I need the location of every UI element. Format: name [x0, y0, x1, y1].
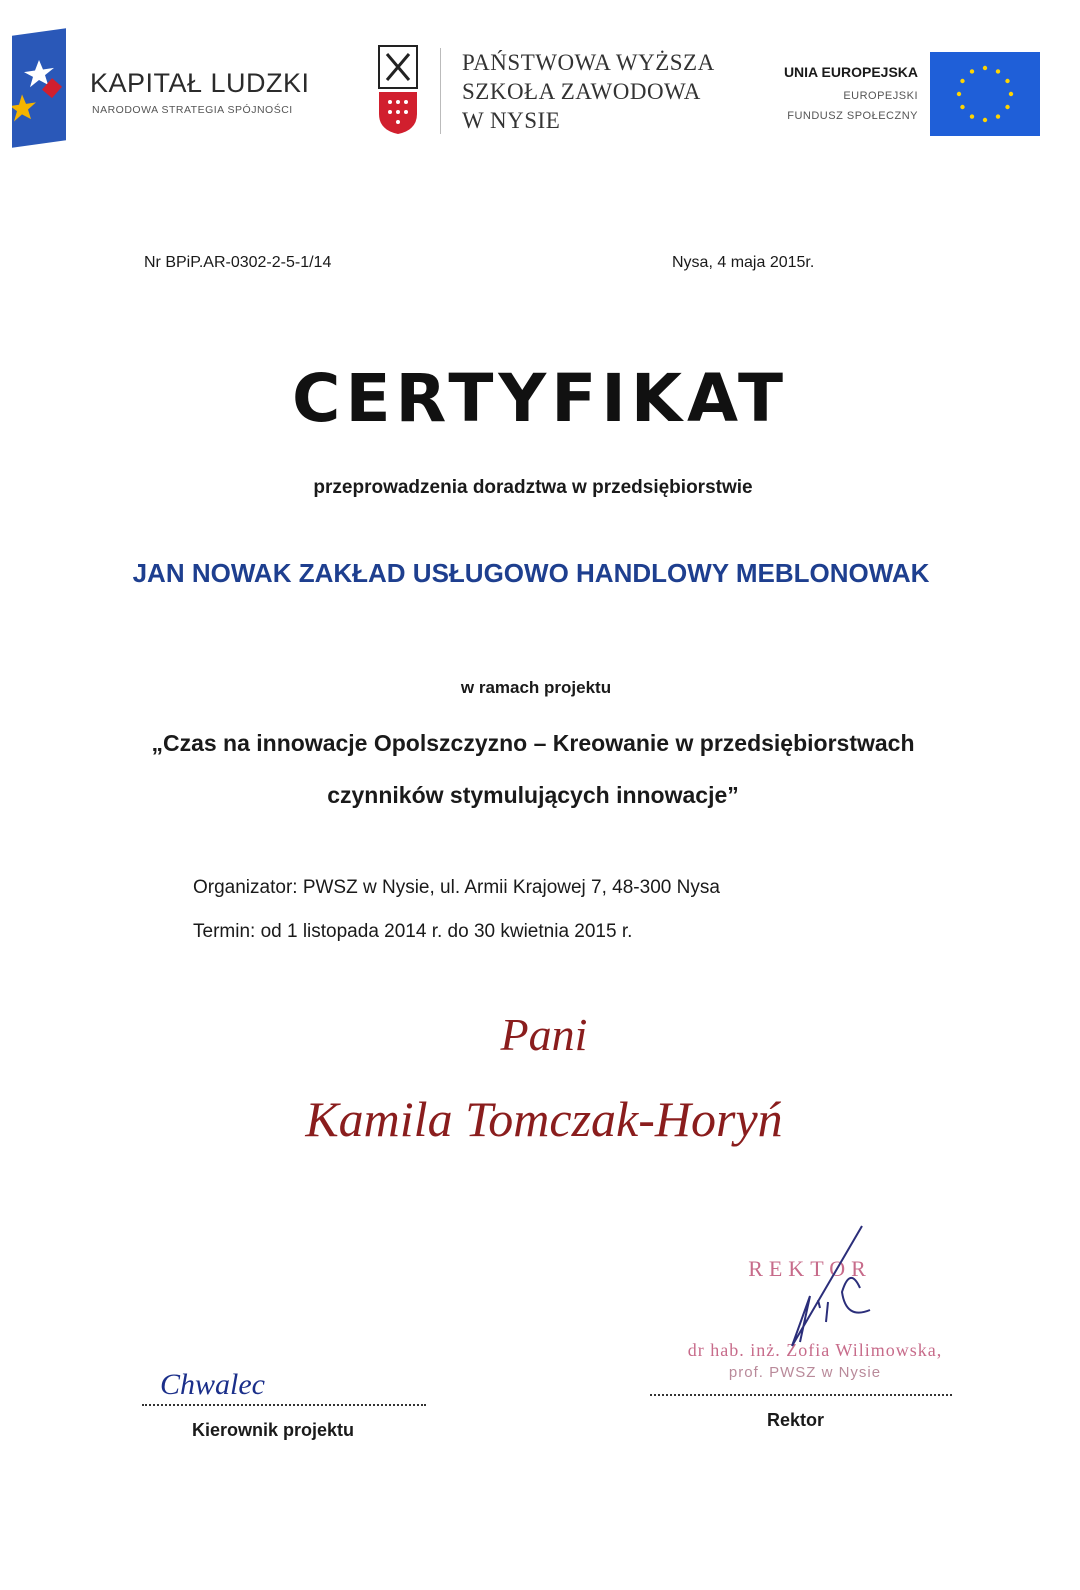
project-line: czynników stymulujących innowacje” — [327, 782, 739, 808]
project-title — [0, 717, 1066, 821]
pwsz-line: W NYSIE — [462, 108, 561, 133]
eu-star-icon — [996, 114, 1000, 118]
eu-star-icon — [1009, 92, 1013, 96]
eu-star-icon — [970, 69, 974, 73]
eu-subtitle — [700, 86, 918, 126]
rector-signature-icon — [770, 1222, 890, 1352]
reference-number: Nr BPiP.AR-0302-2-5-1/14 — [144, 254, 332, 271]
eu-flag-icon — [930, 52, 1040, 136]
eu-star-icon — [983, 66, 987, 70]
kapital-ludzki-subtitle: NARODOWA STRATEGIA SPÓJNOŚCI — [92, 104, 293, 116]
signature-line — [142, 1404, 426, 1406]
organizer: Organizator: PWSZ w Nysie, ul. Armii Krajowej 7, 48-300 Nysa — [193, 877, 720, 898]
left-signature: Chwalec — [160, 1368, 265, 1401]
kapital-ludzki-title: KAPITAŁ LUDZKI — [90, 68, 310, 98]
eu-star-icon — [960, 79, 964, 83]
pwsz-line: SZKOŁA ZAWODOWA — [462, 79, 701, 104]
company-name: JAN NOWAK ZAKŁAD USŁUGOWO HANDLOWY MEBLONOWAK — [132, 558, 930, 588]
project-line: „Czas na innowacje Opolszczyzno – Kreowanie w przedsiębiorstwach — [151, 730, 915, 756]
document-title: CERTYFIKAT — [292, 360, 788, 437]
stamp-name: dr hab. inż. Zofia Wilimowska, — [687, 1340, 943, 1360]
project-intro: w ramach projektu — [460, 678, 612, 697]
eu-line: FUNDUSZ SPOŁECZNY — [787, 110, 918, 122]
document-subtitle: przeprowadzenia doradztwa w przedsiębiorstwie — [313, 477, 753, 498]
eu-star-icon — [957, 92, 961, 96]
eu-star-icon — [1005, 105, 1009, 109]
eu-star-icon — [970, 114, 974, 118]
signature-line — [650, 1394, 952, 1396]
pwsz-crest-icon — [377, 44, 419, 136]
recipient-name: Kamila Tomczak-Horyń — [305, 1091, 783, 1147]
details — [193, 866, 720, 954]
stamp-position: prof. PWSZ w Nysie — [728, 1364, 882, 1381]
kapital-ludzki-logo-icon — [12, 28, 66, 148]
eu-star-icon — [983, 118, 987, 122]
term: Termin: od 1 listopada 2014 r. do 30 kwietnia 2015 r. — [193, 921, 633, 942]
stamp-title: REKTOR — [748, 1256, 872, 1281]
eu-line: EUROPEJSKI — [843, 90, 918, 102]
pwsz-name — [462, 48, 715, 135]
right-signature-label: Rektor — [767, 1410, 825, 1430]
eu-star-icon — [1005, 79, 1009, 83]
eu-star-icon — [996, 69, 1000, 73]
place-date: Nysa, 4 maja 2015r. — [672, 254, 815, 271]
divider — [440, 48, 441, 134]
pwsz-line: PAŃSTWOWA WYŻSZA — [462, 50, 715, 75]
left-signature-label: Kierownik projektu — [192, 1420, 355, 1440]
eu-star-icon — [960, 105, 964, 109]
recipient-prefix: Pani — [500, 1009, 588, 1060]
eu-title: UNIA EUROPEJSKA — [783, 64, 918, 80]
